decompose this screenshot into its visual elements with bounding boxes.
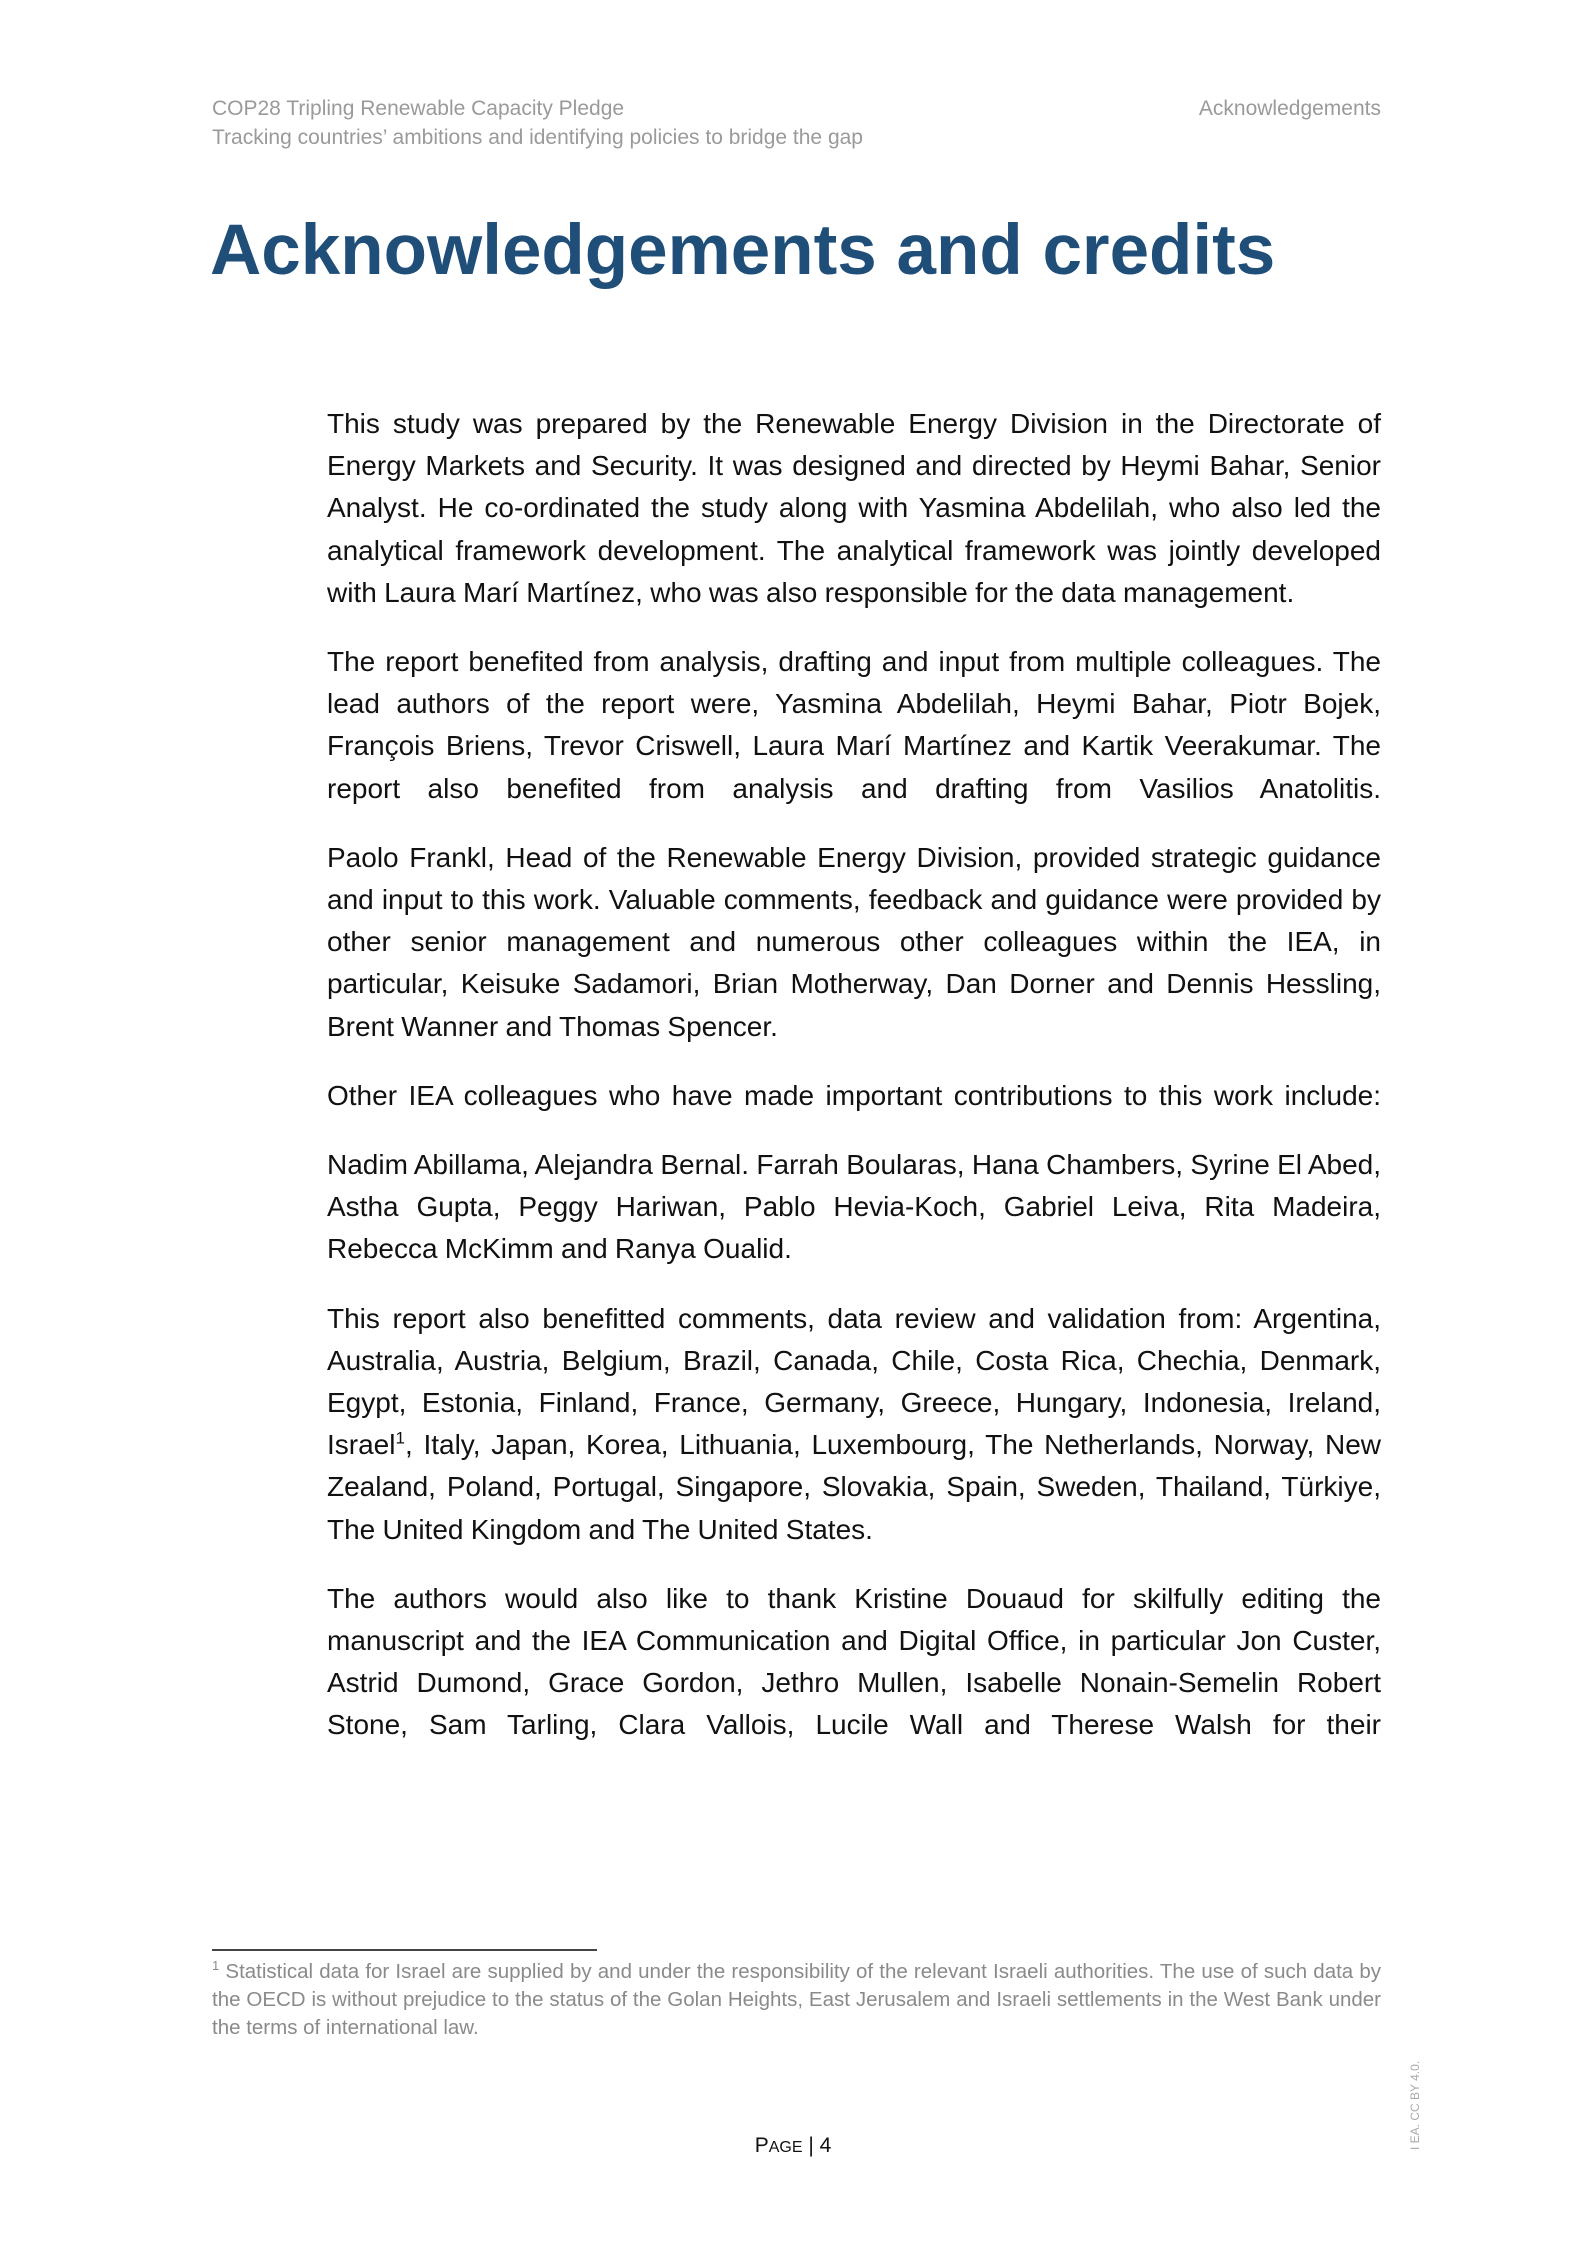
paragraph-lead-authors: The report benefited from analysis, drafting and input from multiple colleagues. The lead authors of the report were, Yasmina Abdelilah, Heymi Bahar, Piotr Bojek, François Briens, Trevor Criswell, Laura Marí Martínez and Kartik Veerakumar. The report also benefited from analysis and drafting from Vasilios Anatolitis. [327, 646, 1381, 804]
paragraph-colleague-names: Nadim Abillama, Alejandra Bernal. Farrah Boularas, Hana Chambers, Syrine El Abed, Astha Gupta, Peggy Hariwan, Pablo Hevia-Koch, Gabriel Leiva, Rita Madeira, Rebecca McKimm and Ranya Oualid. [327, 1149, 1382, 1265]
paragraph-country-reviewers: This report also benefitted comments, data review and validation from: Argentina, Australia, Austria, Belgium, Brazil, Canada, Chile, Costa Rica, Chechia, Denmark, Egypt, Estonia, Finland, France, Germany, Greece, Hungary, Indonesia, Ireland, Israel$^1$, Italy, Japan, Korea, Lithuania, Luxembourg, The Netherlands, Norway, New Zealand, Poland, Portugal, Singapore, Slovakia, Spain, Sweden, Thailand, Türkiye, The United Kingdom and The United States. [327, 1302, 1382, 1545]
footnote [212, 1958, 1381, 2042]
header-report-title: COP28 Tripling Renewable Capacity Pledge [212, 97, 625, 120]
page-title: Acknowledgements and credits [210, 211, 1276, 290]
body-text [327, 403, 1381, 1774]
paragraph-guidance: Paolo Frankl, Head of the Renewable Energy Division, provided strategic guidance and input to this work. Valuable comments, feedback and guidance were provided by other senior management and numerous other colleagues within the IEA, in particular, Keisuke Sadamori, Brian Motherway, Dan Dorner and Dennis Hessling, Brent Wanner and Thomas Spencer. [327, 841, 1382, 1042]
page-number: PAGE | 4 [754, 2134, 832, 2157]
paragraph-study-preparation: This study was prepared by the Renewable Energy Division in the Directorate of Energy Markets and Security. It was designed and directed by Heymi Bahar, Senior Analyst. He co-ordinated the study along with Yasmina Abdelilah, who also led the analytical framework development. The analytical framework was jointly developed with Laura Marí Martínez, who was also responsible for the data management. [327, 408, 1381, 608]
license-notice: I EA. CC BY 4.0. [1408, 2060, 1422, 2150]
running-header [212, 94, 863, 152]
header-report-subtitle: Tracking countries’ ambitions and identifying policies to bridge the gap [212, 126, 863, 149]
paragraph-other-colleagues-intro: Other IEA colleagues who have made important contributions to this work include: [327, 1079, 1381, 1111]
header-section-name: Acknowledgements [1198, 97, 1381, 120]
footnote-reference: 1 [395, 1428, 405, 1448]
footnote-number: 1 [212, 1958, 220, 1974]
footnote-divider [212, 1949, 597, 1951]
paragraph-editing-thanks: The authors would also like to thank Kristine Douaud for skilfully editing the manuscript and the IEA Communication and Digital Office, in particular Jon Custer, Astrid Dumond, Grace Gordon, Jethro Mullen, Isabelle Nonain-Semelin Robert Stone, Sam Tarling, Clara Vallois, Lucile Wall and Therese Walsh for their [327, 1582, 1382, 1741]
footnote-text: Statistical data for Israel are supplied by and under the responsibility of the relevant Israeli authorities. The use of such data by the OECD is without prejudice to the status of the Golan Heights, East Jerusalem and Israeli settlements in the West Bank under the terms of international law. [212, 1960, 1381, 2039]
